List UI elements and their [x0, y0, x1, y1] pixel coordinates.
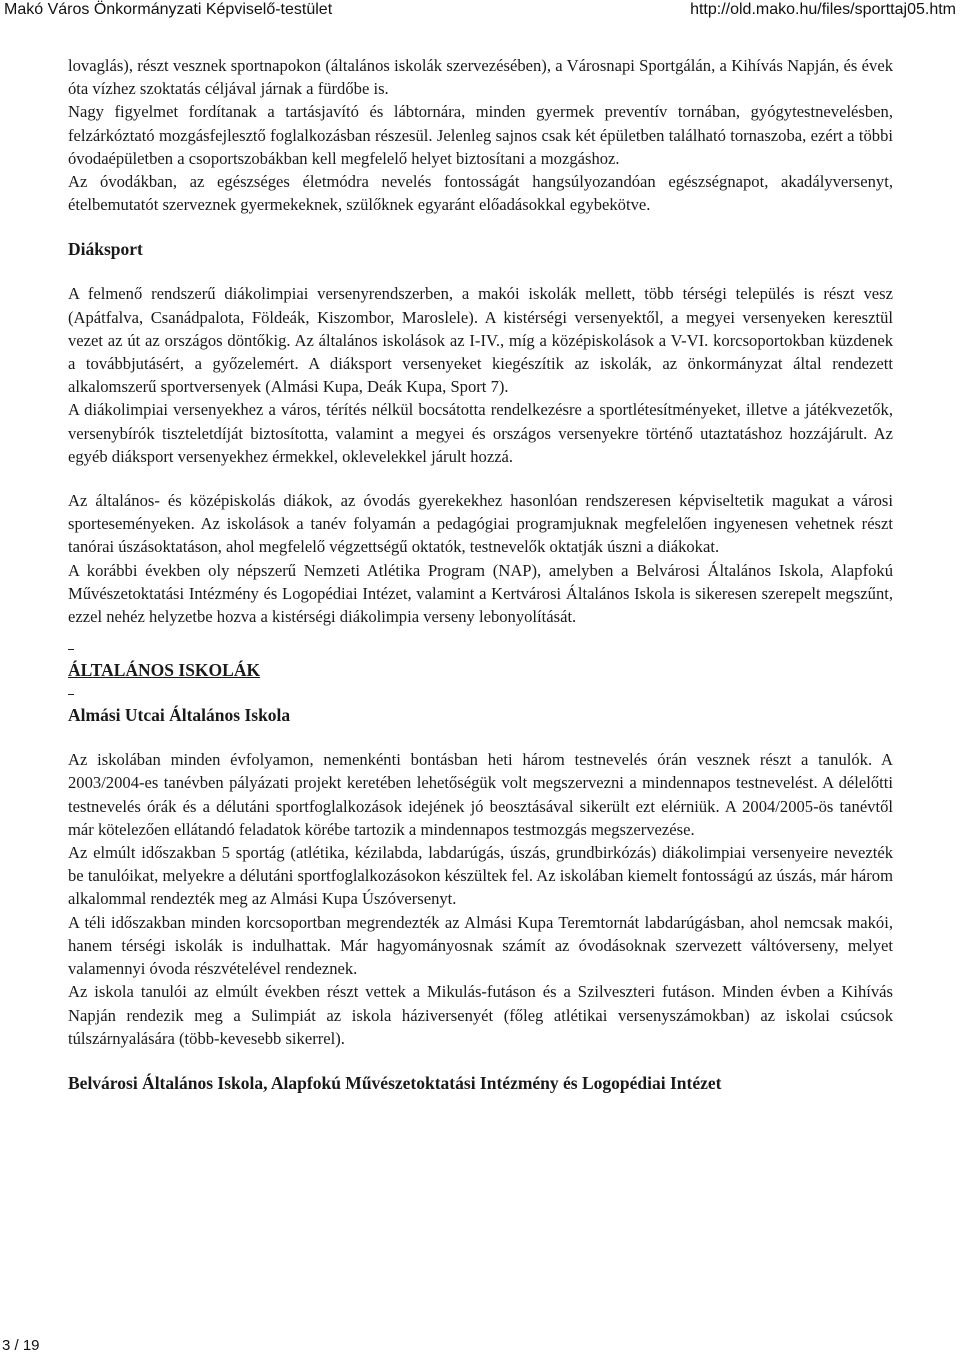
paragraph-4: A felmenő rendszerű diákolimpiai versenyrendszerben, a makói iskolák mellett, több térségi település is részt vesz (Apátfalva, Csanádpalota, Földeák, Kiszombor, Maroslele). A kistérségi versenyektől, a megyei versenyeken keresztül vezet az út az országos döntőkig. Az általános iskolások az I-IV., míg a középiskolások a V-VI. korcsoportokban küzdenek a továbbjutásért, a győzelemért. A diáksport versenyeket kiegészítik az iskolák, az önkormányzat által rendezett alkalomszerű sportversenyek (Almási Kupa, Deák Kupa, Sport 7). — [68, 284, 893, 397]
paragraph-8: Az iskolában minden évfolyamon, nemenkénti bontásban heti három testnevelés órán vesznek részt a tanulók. A 2003/2004-es tanévben pályázati projekt keretében lehetőségük volt megszervezni a mindennapos testnevelést. A délelőtti testnevelés órák és a délutáni sportfoglalkozások idejének jó beosztásával sikerült ezt elérniük. A 2004/2005-ös tanévtől már kötelezően ellátandó feladatok körébe tartozik a mindennapos testmozgás megszervezése. — [68, 750, 893, 839]
page-number: 3 / 19 — [2, 1337, 40, 1354]
paragraph-6: Az általános- és középiskolás diákok, az óvodás gyerekekhez hasonlóan rendszeresen képviseltetik magukat a városi sporteseményeken. Az iskolások a tanév folyamán a pedagógiai programjuknak megfelelően ingyenesen vehetnek részt tanórai úszásoktatáson, ahol megfelelő végzettségű oktatók, testnevelők oktatják úszni a diákokat. — [68, 491, 893, 557]
header-document-title: Makó Város Önkormányzati Képviselő-testület — [4, 1, 333, 18]
header-url: http://old.mako.hu/files/sporttaj05.htm — [690, 1, 956, 18]
heading-diaksport: Diáksport — [68, 239, 143, 260]
document-body — [68, 54, 893, 1095]
heading-belvarosi: Belvárosi Általános Iskola, Alapfokú Művészetoktatási Intézmény és Logopédiai Intézet — [68, 1072, 722, 1093]
paragraph-9: Az elmúlt időszakban 5 sportág (atlétika, kézilabda, labdarúgás, úszás, grundbirkózás) diákolimpiai versenyeire nevezték be tanulóikat, melyekre a délutáni sportfoglalkozásokon készültek fel. Az iskolában kiemelt fontosságú az úszás, már három alkalommal rendezték meg az Almási Kupa Úszóversenyt. — [68, 843, 893, 909]
dash-marker — [68, 694, 74, 695]
paragraph-7: A korábbi években oly népszerű Nemzeti Atlétika Program (NAP), amelyben a Belvárosi Általános Iskola, Alapfokú Művészetoktatási Intézmény és Logopédiai Intézet, valamint a Kertvárosi Általános Iskola is sikeresen szerepelt megszűnt, ezzel nehéz helyzetbe hozva a kistérségi diákolimpia verseny lebonyolítását. — [68, 560, 893, 627]
paragraph-5: A diákolimpiai versenyekhez a város, térítés nélkül bocsátotta rendelkezésre a sportlétesítményeket, illetve a játékvezetők, versenybírók tiszteletdíját biztosította, valamint a megyei és országos versenyekre történő utaztatáshoz hozzájárult. Az egyéb diáksport versenyekhez érmekkel, oklevelekkel járult hozzá. — [68, 400, 893, 466]
paragraph-11: Az iskola tanulói az elmúlt években részt vettek a Mikulás-futáson és a Szilveszteri futáson. Minden évben a Kihívás Napján rendezik meg a Sulimpiát az iskola háziversenyét (főleg atlétikai versenyszámokban) az iskolai csúcsok túlszárnyalására (több-kevesebb sikerrel). — [68, 982, 893, 1048]
paragraph-2: Nagy figyelmet fordítanak a tartásjavító és lábtornára, minden gyermek preventív tornában, gyógytestnevelésben, felzárkóztató mozgásfejlesztő foglalkozásban részesül. Jelenleg sajnos csak két épületben található tornaszoba, ezért a többi óvodaépületben a csoportszobákban kell megfelelő helyet biztosítani a mozgáshoz. — [68, 102, 893, 168]
paragraph-10: A téli időszakban minden korcsoportban megrendezték az Almási Kupa Teremtornát labdarúgásban, ahol nemcsak makói, hanem térségi iskolák is indulhattak. Már hagyományosnak számít az óvodásoknak szervezett váltóverseny, melyet valamennyi óvoda részvételével rendeznek. — [68, 912, 893, 979]
paragraph-3: Az óvodákban, az egészséges életmódra nevelés fontosságát hangsúlyozandóan egészségnapot, akadályversenyt, ételbemutatót szerveznek gyermekeknek, szülőknek egyaránt előadásokkal egybekötve. — [68, 172, 893, 215]
dash-marker — [68, 649, 74, 650]
heading-almasi-utcai: Almási Utcai Általános Iskola — [68, 705, 291, 726]
paragraph-1: lovaglás), részt vesznek sportnapokon (általános iskolák szervezésében), a Városnapi Sportgálán, a Kihívás Napján, és évek óta vízhez szoktatás céljával járnak a fürdőbe is. — [68, 56, 893, 99]
heading-altalanos-iskolak: ÁLTALÁNOS ISKOLÁK — [68, 660, 261, 681]
